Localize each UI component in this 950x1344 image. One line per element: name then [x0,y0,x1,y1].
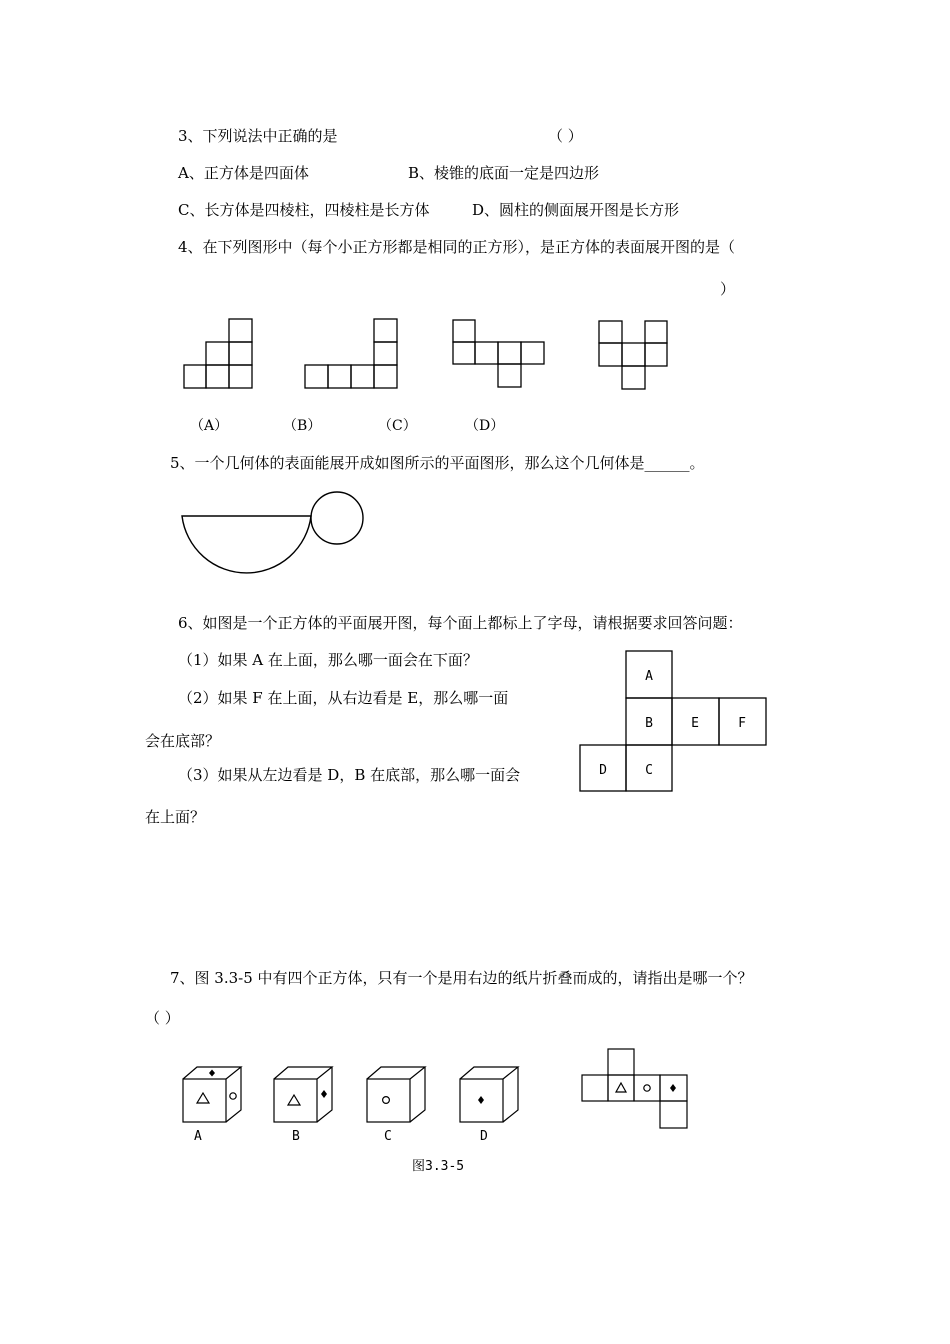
q6-part2-line1: （2）如果 F 在上面，从右边看是 E，那么哪一面 [178,689,509,707]
q7-cube-c [365,1065,431,1125]
q4-net-c [451,318,547,390]
q6-cube-net [578,650,768,795]
q6-part2-line2: 会在底部？ [145,732,221,750]
face-f-label: F [738,716,746,731]
q4-net-b [304,318,399,390]
q7-label-a: A [194,1129,202,1144]
q4-paren-close: ） [720,280,736,298]
q4-label-d: （D） [465,418,505,434]
face-c-label: C [645,763,653,778]
q3-option-a: A、正方体是四面体 [178,164,309,182]
q7-label-b: B [292,1129,300,1144]
face-e-label: E [691,716,699,731]
q5-stem: 5、一个几何体的表面能展开成如图所示的平面图形，那么这个几何体是______。 [170,454,705,472]
face-a-label: A [645,669,653,684]
q7-stem: 7、图 3.3-5 中有四个正方体，只有一个是用右边的纸片折叠而成的，请指出是哪一个？ [170,969,753,987]
q3-stem: 3、下列说法中正确的是 [178,127,338,145]
q7-answer-paren: （ ） [145,1009,180,1027]
q3-answer-paren: （ ） [548,127,583,145]
q4-label-c: （C） [378,418,417,434]
q4-label-a: （A） [190,418,229,434]
q5-cone-net [180,488,370,588]
q7-paper-net [580,1047,692,1131]
q7-label-c: C [384,1129,392,1144]
q7-label-d: D [480,1129,488,1144]
q4-net-a [183,318,255,390]
q7-cube-d [458,1065,524,1125]
q3-option-c: C、长方体是四棱柱，四棱柱是长方体 [178,201,430,219]
q4-net-d [597,320,669,392]
q4-label-b: （B） [283,418,322,434]
q7-cube-a [181,1065,247,1125]
q3-option-d: D、圆柱的侧面展开图是长方形 [472,201,680,219]
face-b-label: B [645,716,653,731]
face-d-label: D [599,763,607,778]
q7-cube-b [272,1065,338,1125]
q6-part1: （1）如果 A 在上面，那么哪一面会在下面？ [178,651,478,669]
q6-part3-line2: 在上面？ [145,808,206,826]
q4-stem: 4、在下列图形中（每个小正方形都是相同的正方形），是正方体的表面展开图的是（ [178,238,736,256]
q6-stem: 6、如图是一个正方体的平面展开图，每个面上都标上了字母，请根据要求回答问题： [178,614,743,632]
q6-part3-line1: （3）如果从左边看是 D，B 在底部，那么哪一面会 [178,766,521,784]
q7-figure-caption: 图3.3-5 [412,1159,465,1174]
q3-option-b: B、棱锥的底面一定是四边形 [408,164,600,182]
